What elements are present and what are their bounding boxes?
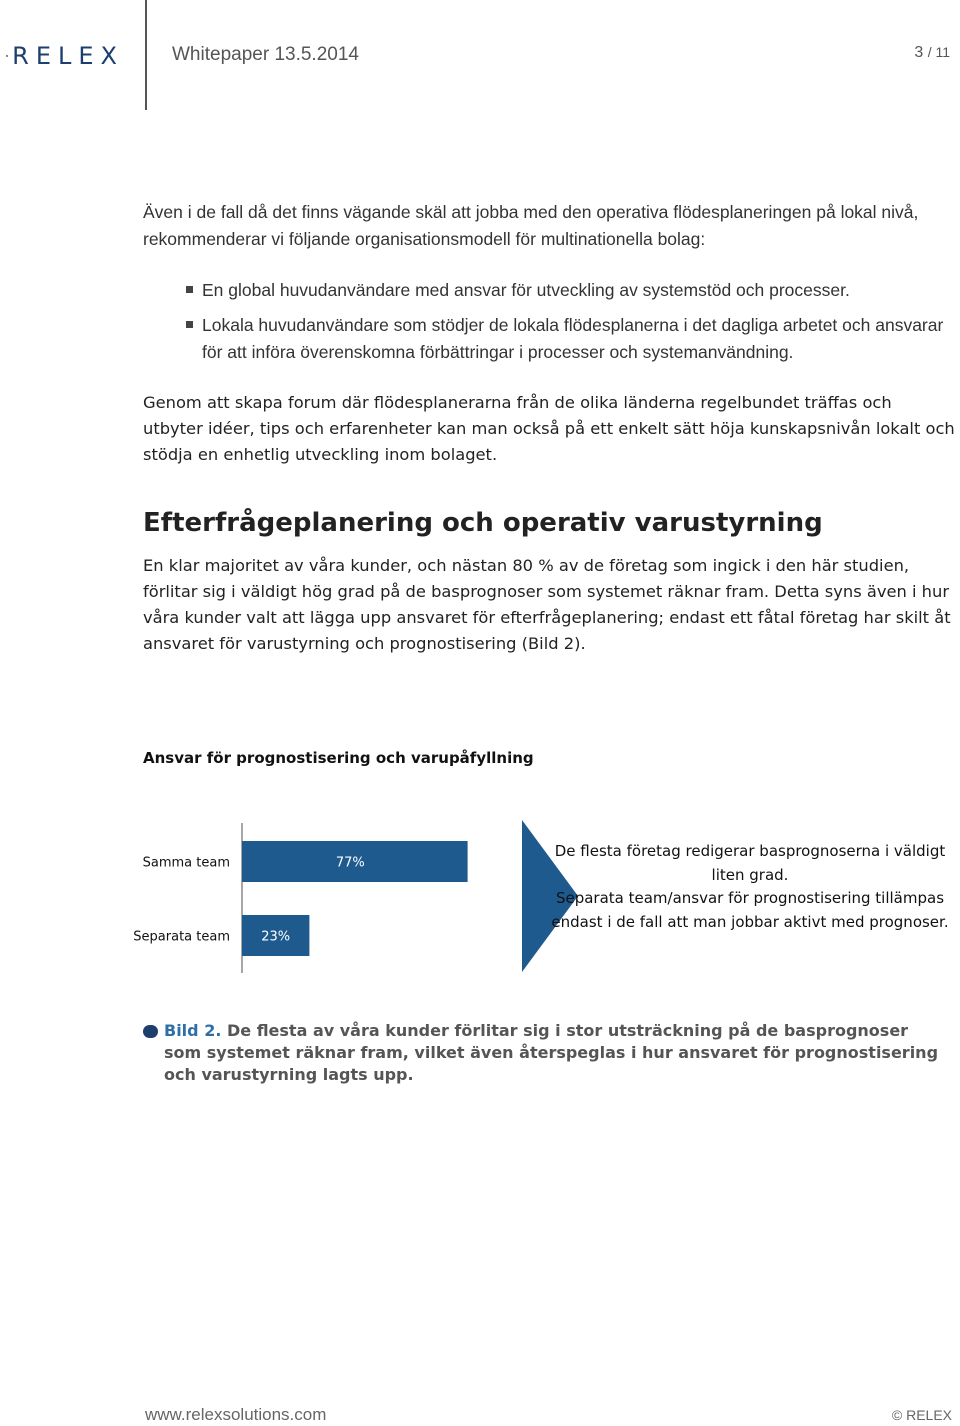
header-divider	[145, 0, 147, 110]
chart-title: Ansvar för prognostisering och varupåfyllning	[143, 749, 534, 767]
chart-value-label: 77%	[335, 855, 365, 871]
list-item: Lokala huvudanvändare som stödjer de lokala flödesplanerna i det dagliga arbetet och ansvarar för att införa överenskomna förbättringar i processer och systemanvändning.	[186, 312, 956, 366]
footer-copyright: © RELEX	[891, 1407, 952, 1423]
section-heading: Efterfrågeplanering och operativ varustyrning	[143, 508, 823, 538]
callout-line-1: De flesta företag redigerar basprognoserna i väldigt liten grad.	[554, 842, 946, 884]
forum-paragraph: Genom att skapa forum där flödesplanerarna från de olika länderna regelbundet träffas och utbyter idéer, tips och erfarenheter kan man också på ett enkelt sätt höja kunskapsnivån lokalt och stödja en enhetlig utveckling inom bolaget.	[143, 393, 955, 464]
relex-logo	[6, 40, 124, 72]
page-current: 3	[914, 44, 924, 61]
caption-bullet-icon	[143, 1025, 158, 1038]
page-total: / 11	[927, 44, 950, 60]
relex-logo-icon	[6, 41, 8, 71]
brand-name: RELEX	[12, 42, 124, 70]
intro-paragraph: Även i de fall då det finns vägande skäl att jobba med den operativa flödesplaneringen på lokal nivå, rekommenderar vi följande organisationsmodell för multinationella bolag:	[143, 202, 919, 249]
chart-value-label: 23%	[261, 929, 291, 945]
recommendation-list	[186, 277, 956, 374]
caption-text: De flesta av våra kunder förlitar sig i stor utsträckning på de basprognoser som systemet räknar fram, vilket även återspeglas i hur ansvaret för prognostisering och varustyrning lagts upp.	[164, 1021, 939, 1084]
caption-label: Bild 2.	[164, 1021, 222, 1040]
section-paragraph: En klar majoritet av våra kunder, och nästan 80 % av de företag som ingick i den här studien, förlitar sig i väldigt hög grad på de basprognoser som systemet räknar fram. Detta syns även i hur våra kunder valt att lägga upp ansvaret för efterfrågeplanering; endast ett fåtal företag har skilt åt ansvaret för varustyrning och prognostisering (Bild 2).	[143, 556, 951, 653]
chart-category-label: Samma team	[142, 855, 230, 871]
page-number	[914, 44, 950, 62]
footer-url: www.relexsolutions.com	[145, 1405, 327, 1424]
document-title: Whitepaper 13.5.2014	[172, 44, 359, 65]
responsibility-bar-chart	[130, 815, 550, 975]
chart-category-label: Separata team	[133, 929, 230, 945]
figure-caption	[143, 1020, 943, 1086]
chart-callout	[545, 840, 955, 934]
list-item: En global huvudanvändare med ansvar för utveckling av systemstöd och processer.	[186, 277, 956, 304]
callout-line-2: Separata team/ansvar för prognostisering tillämpas endast i de fall att man jobbar aktivt med prognoser.	[551, 889, 949, 931]
